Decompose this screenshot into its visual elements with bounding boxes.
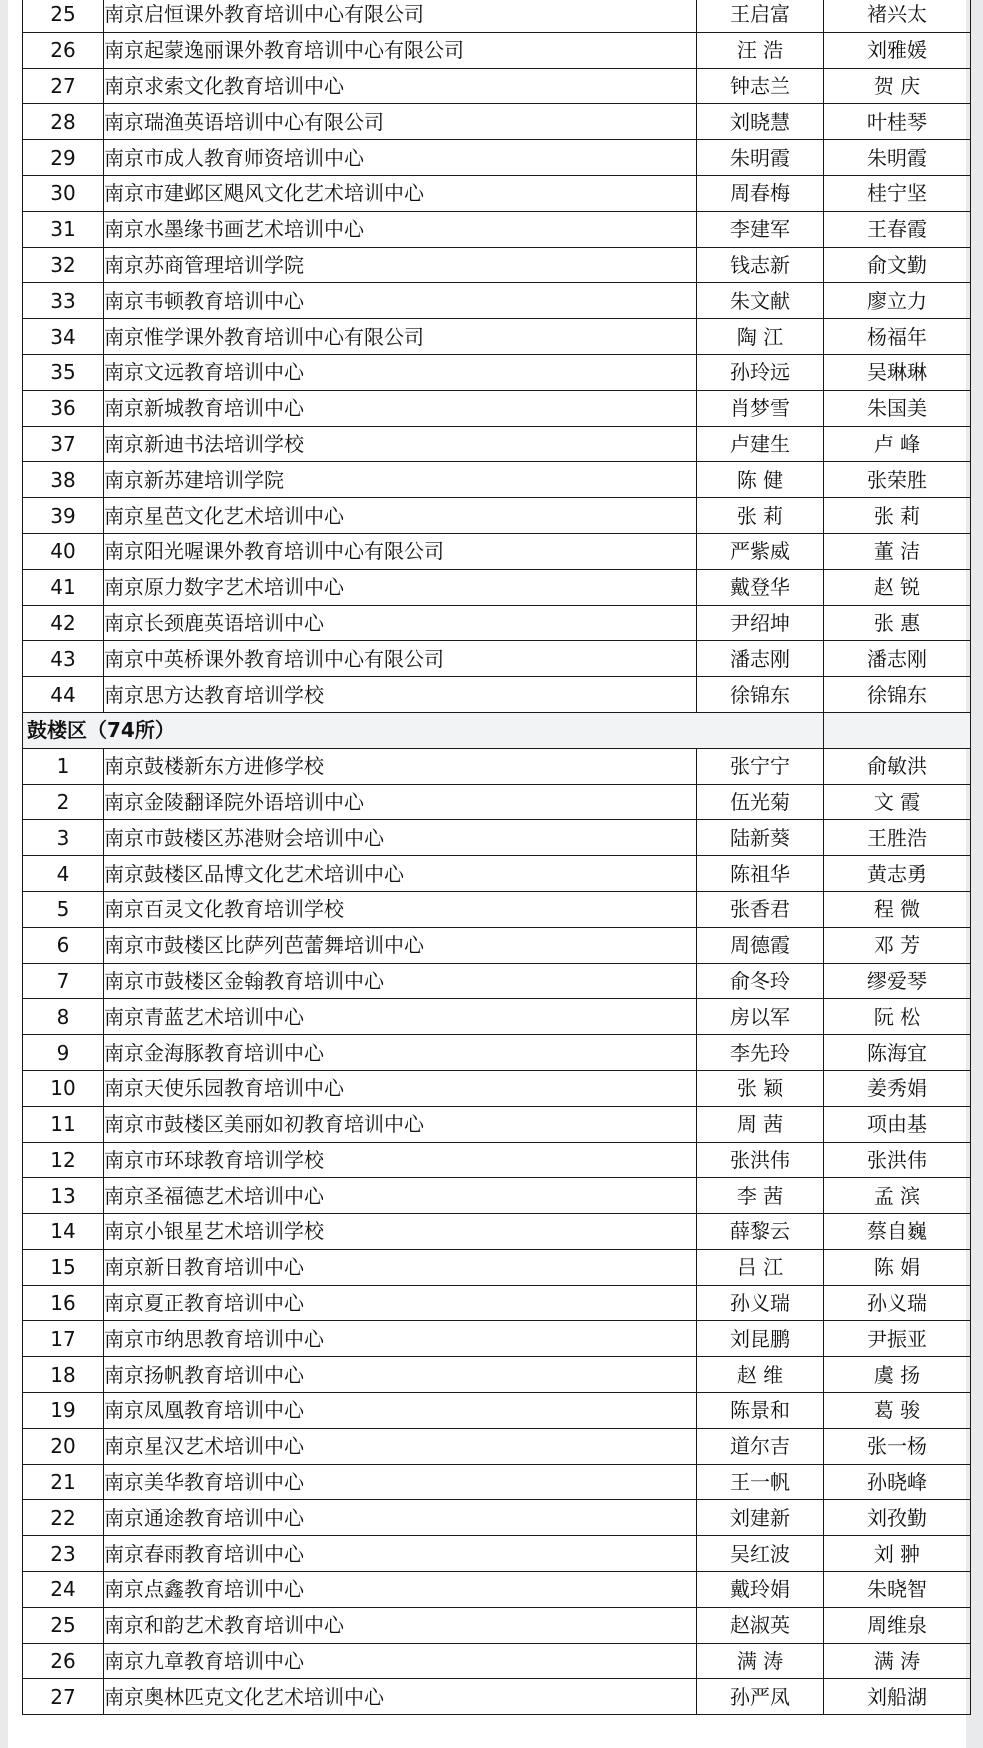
table-row	[23, 175, 971, 211]
principal-name: 陈景和	[697, 1393, 824, 1429]
principal-name: 张 颖	[697, 1070, 824, 1106]
principal-name: 孙严凤	[697, 1679, 824, 1715]
table-row	[23, 1428, 971, 1464]
table-row	[23, 1464, 971, 1500]
contact-name: 姜秀娟	[824, 1070, 971, 1106]
row-number: 2	[23, 784, 104, 820]
row-number: 1	[23, 748, 104, 784]
organization-name: 南京青蓝艺术培训中心	[104, 999, 697, 1035]
principal-name: 刘建新	[697, 1500, 824, 1536]
principal-name: 李先玲	[697, 1035, 824, 1071]
table-row	[23, 1643, 971, 1679]
table-row	[23, 1607, 971, 1643]
row-number: 5	[23, 891, 104, 927]
table-row	[23, 677, 971, 713]
principal-name: 吴红波	[697, 1536, 824, 1572]
contact-name: 阮 松	[824, 999, 971, 1035]
row-number: 10	[23, 1070, 104, 1106]
principal-name: 戴玲娟	[697, 1572, 824, 1608]
principal-name: 朱文献	[697, 283, 824, 319]
contact-name: 张洪伟	[824, 1142, 971, 1178]
organization-name: 南京启恒课外教育培训中心有限公司	[104, 0, 697, 32]
table-row	[23, 1679, 971, 1715]
row-number: 32	[23, 247, 104, 283]
organization-name: 南京金陵翻译院外语培训中心	[104, 784, 697, 820]
principal-name: 薛黎云	[697, 1214, 824, 1250]
row-number: 26	[23, 32, 104, 68]
section-title: 鼓楼区（74所）	[23, 712, 824, 748]
table-row	[23, 319, 971, 355]
table-row	[23, 999, 971, 1035]
table-row	[23, 1500, 971, 1536]
organization-name: 南京市鼓楼区苏港财会培训中心	[104, 820, 697, 856]
table-row	[23, 247, 971, 283]
table-row	[23, 820, 971, 856]
table-row	[23, 856, 971, 892]
principal-name: 尹绍坤	[697, 605, 824, 641]
row-number: 23	[23, 1536, 104, 1572]
row-number: 36	[23, 390, 104, 426]
contact-name: 孙晓峰	[824, 1464, 971, 1500]
row-number: 27	[23, 68, 104, 104]
table-row	[23, 891, 971, 927]
row-number: 37	[23, 426, 104, 462]
contact-name: 桂宁坚	[824, 175, 971, 211]
table-row	[23, 1572, 971, 1608]
contact-name: 朱明霞	[824, 140, 971, 176]
principal-name: 满 涛	[697, 1643, 824, 1679]
contact-name: 潘志刚	[824, 641, 971, 677]
organization-name: 南京星芭文化艺术培训中心	[104, 498, 697, 534]
table-row	[23, 784, 971, 820]
organization-name: 南京美华教育培训中心	[104, 1464, 697, 1500]
principal-name: 卢建生	[697, 426, 824, 462]
row-number: 34	[23, 319, 104, 355]
contact-name: 杨福年	[824, 319, 971, 355]
contact-name: 褚兴太	[824, 0, 971, 32]
organization-name: 南京市成人教育师资培训中心	[104, 140, 697, 176]
section-title-blank	[824, 712, 971, 748]
table-row	[23, 462, 971, 498]
principal-name: 戴登华	[697, 569, 824, 605]
row-number: 39	[23, 498, 104, 534]
organization-name: 南京苏商管理培训学院	[104, 247, 697, 283]
table-row	[23, 1249, 971, 1285]
principal-name: 孙义瑞	[697, 1285, 824, 1321]
contact-name: 张 莉	[824, 498, 971, 534]
row-number: 9	[23, 1035, 104, 1071]
table-row	[23, 1142, 971, 1178]
section-header-row	[23, 712, 971, 748]
organization-name: 南京市环球教育培训学校	[104, 1142, 697, 1178]
organization-name: 南京鼓楼区品博文化艺术培训中心	[104, 856, 697, 892]
principal-name: 肖梦雪	[697, 390, 824, 426]
row-number: 15	[23, 1249, 104, 1285]
organization-name: 南京鼓楼新东方进修学校	[104, 748, 697, 784]
organization-name: 南京星汉艺术培训中心	[104, 1428, 697, 1464]
row-number: 7	[23, 963, 104, 999]
contact-name: 项由基	[824, 1106, 971, 1142]
section-header-body	[23, 712, 971, 748]
organization-name: 南京天使乐园教育培训中心	[104, 1070, 697, 1106]
contact-name: 刘船湖	[824, 1679, 971, 1715]
principal-name: 陶 江	[697, 319, 824, 355]
row-number: 27	[23, 1679, 104, 1715]
organization-name: 南京新迪书法培训学校	[104, 426, 697, 462]
organization-name: 南京夏正教育培训中心	[104, 1285, 697, 1321]
table-row	[23, 211, 971, 247]
principal-name: 周春梅	[697, 175, 824, 211]
principal-name: 李 茜	[697, 1178, 824, 1214]
contact-name: 黄志勇	[824, 856, 971, 892]
organization-name: 南京九章教育培训中心	[104, 1643, 697, 1679]
organization-name: 南京市鼓楼区金翰教育培训中心	[104, 963, 697, 999]
contact-name: 尹振亚	[824, 1321, 971, 1357]
row-number: 29	[23, 140, 104, 176]
organization-name: 南京圣福德艺术培训中心	[104, 1178, 697, 1214]
table-row	[23, 1106, 971, 1142]
table-row	[23, 390, 971, 426]
principal-name: 周德霞	[697, 927, 824, 963]
contact-name: 刘 翀	[824, 1536, 971, 1572]
principal-name: 俞冬玲	[697, 963, 824, 999]
row-number: 41	[23, 569, 104, 605]
contact-name: 程 微	[824, 891, 971, 927]
row-number: 28	[23, 104, 104, 140]
table-row	[23, 963, 971, 999]
table-row	[23, 426, 971, 462]
contact-name: 张荣胜	[824, 462, 971, 498]
organization-name: 南京百灵文化教育培训学校	[104, 891, 697, 927]
organization-name: 南京瑞渔英语培训中心有限公司	[104, 104, 697, 140]
row-number: 13	[23, 1178, 104, 1214]
row-number: 21	[23, 1464, 104, 1500]
table-row	[23, 927, 971, 963]
contact-name: 陈 娟	[824, 1249, 971, 1285]
contact-name: 卢 峰	[824, 426, 971, 462]
organization-name: 南京市鼓楼区美丽如初教育培训中心	[104, 1106, 697, 1142]
table-row	[23, 283, 971, 319]
row-number: 33	[23, 283, 104, 319]
row-number: 6	[23, 927, 104, 963]
organization-name: 南京新苏建培训学院	[104, 462, 697, 498]
table-row	[23, 1214, 971, 1250]
contact-name: 赵 锐	[824, 569, 971, 605]
principal-name: 赵 维	[697, 1357, 824, 1393]
row-number: 25	[23, 1607, 104, 1643]
contact-name: 俞敏洪	[824, 748, 971, 784]
organization-name: 南京新日教育培训中心	[104, 1249, 697, 1285]
table-row	[23, 1178, 971, 1214]
contact-name: 廖立力	[824, 283, 971, 319]
principal-name: 张宁宁	[697, 748, 824, 784]
organization-name: 南京求索文化教育培训中心	[104, 68, 697, 104]
row-number: 22	[23, 1500, 104, 1536]
table-row	[23, 0, 971, 32]
table-row	[23, 1321, 971, 1357]
contact-name: 刘孜勤	[824, 1500, 971, 1536]
organization-name: 南京和韵艺术教育培训中心	[104, 1607, 697, 1643]
row-number: 12	[23, 1142, 104, 1178]
contact-name: 吴琳琳	[824, 354, 971, 390]
table-row	[23, 32, 971, 68]
principal-name: 陈祖华	[697, 856, 824, 892]
contact-name: 缪爱琴	[824, 963, 971, 999]
table-body-bottom	[23, 748, 971, 1715]
principal-name: 孙玲远	[697, 354, 824, 390]
row-number: 26	[23, 1643, 104, 1679]
principal-name: 李建军	[697, 211, 824, 247]
contact-name: 刘雅媛	[824, 32, 971, 68]
organization-name: 南京春雨教育培训中心	[104, 1536, 697, 1572]
organization-name: 南京中英桥课外教育培训中心有限公司	[104, 641, 697, 677]
principal-name: 朱明霞	[697, 140, 824, 176]
principal-name: 钟志兰	[697, 68, 824, 104]
contact-name: 孙义瑞	[824, 1285, 971, 1321]
contact-name: 朱晓智	[824, 1572, 971, 1608]
principal-name: 严紫威	[697, 533, 824, 569]
row-number: 24	[23, 1572, 104, 1608]
principal-name: 潘志刚	[697, 641, 824, 677]
table-row	[23, 1357, 971, 1393]
organization-name: 南京点鑫教育培训中心	[104, 1572, 697, 1608]
principal-name: 王一帆	[697, 1464, 824, 1500]
row-number: 20	[23, 1428, 104, 1464]
organization-name: 南京凤凰教育培训中心	[104, 1393, 697, 1429]
row-number: 3	[23, 820, 104, 856]
organization-name: 南京小银星艺术培训学校	[104, 1214, 697, 1250]
principal-name: 陈 健	[697, 462, 824, 498]
contact-name: 邓 芳	[824, 927, 971, 963]
contact-name: 满 涛	[824, 1643, 971, 1679]
principal-name: 钱志新	[697, 247, 824, 283]
organization-name: 南京文远教育培训中心	[104, 354, 697, 390]
row-number: 30	[23, 175, 104, 211]
table-row	[23, 748, 971, 784]
principal-name: 陆新葵	[697, 820, 824, 856]
table-row	[23, 1536, 971, 1572]
organization-name: 南京通途教育培训中心	[104, 1500, 697, 1536]
table-row	[23, 605, 971, 641]
table-row	[23, 1285, 971, 1321]
row-number: 4	[23, 856, 104, 892]
row-number: 8	[23, 999, 104, 1035]
table-row	[23, 140, 971, 176]
contact-name: 王胜浩	[824, 820, 971, 856]
contact-name: 徐锦东	[824, 677, 971, 713]
organization-name: 南京市鼓楼区比萨列芭蕾舞培训中心	[104, 927, 697, 963]
contact-name: 孟 滨	[824, 1178, 971, 1214]
contact-name: 朱国美	[824, 390, 971, 426]
principal-name: 张香君	[697, 891, 824, 927]
row-number: 18	[23, 1357, 104, 1393]
principal-name: 王启富	[697, 0, 824, 32]
table-row	[23, 1035, 971, 1071]
organization-name: 南京奥林匹克文化艺术培训中心	[104, 1679, 697, 1715]
contact-name: 张一杨	[824, 1428, 971, 1464]
principal-name: 徐锦东	[697, 677, 824, 713]
table-row	[23, 354, 971, 390]
contact-name: 虞 扬	[824, 1357, 971, 1393]
organization-name: 南京长颈鹿英语培训中心	[104, 605, 697, 641]
table-body-top	[23, 0, 971, 712]
row-number: 35	[23, 354, 104, 390]
principal-name: 刘昆鹏	[697, 1321, 824, 1357]
row-number: 43	[23, 641, 104, 677]
principal-name: 赵淑英	[697, 1607, 824, 1643]
principal-name: 吕 江	[697, 1249, 824, 1285]
row-number: 16	[23, 1285, 104, 1321]
row-number: 11	[23, 1106, 104, 1142]
table-row	[23, 1070, 971, 1106]
contact-name: 叶桂琴	[824, 104, 971, 140]
contact-name: 张 惠	[824, 605, 971, 641]
row-number: 31	[23, 211, 104, 247]
principal-name: 张 莉	[697, 498, 824, 534]
contact-name: 文 霞	[824, 784, 971, 820]
organization-name: 南京原力数字艺术培训中心	[104, 569, 697, 605]
left-margin	[0, 0, 8, 1748]
row-number: 40	[23, 533, 104, 569]
contact-name: 俞文勤	[824, 247, 971, 283]
principal-name: 道尔吉	[697, 1428, 824, 1464]
principal-name: 房以军	[697, 999, 824, 1035]
row-number: 19	[23, 1393, 104, 1429]
organization-name: 南京金海豚教育培训中心	[104, 1035, 697, 1071]
table-row	[23, 68, 971, 104]
organization-name: 南京思方达教育培训学校	[104, 677, 697, 713]
row-number: 25	[23, 0, 104, 32]
organization-name: 南京阳光喔课外教育培训中心有限公司	[104, 533, 697, 569]
principal-name: 张洪伟	[697, 1142, 824, 1178]
row-number: 44	[23, 677, 104, 713]
principal-name: 周 茜	[697, 1106, 824, 1142]
row-number: 17	[23, 1321, 104, 1357]
contact-name: 王春霞	[824, 211, 971, 247]
principal-name: 刘晓慧	[697, 104, 824, 140]
organization-name: 南京市纳思教育培训中心	[104, 1321, 697, 1357]
table-row	[23, 533, 971, 569]
row-number: 38	[23, 462, 104, 498]
contact-name: 葛 骏	[824, 1393, 971, 1429]
organization-name: 南京韦顿教育培训中心	[104, 283, 697, 319]
table-row	[23, 498, 971, 534]
contact-name: 蔡自巍	[824, 1214, 971, 1250]
organization-name: 南京扬帆教育培训中心	[104, 1357, 697, 1393]
principal-name: 汪 浩	[697, 32, 824, 68]
organization-name: 南京水墨缘书画艺术培训中心	[104, 211, 697, 247]
table-row	[23, 641, 971, 677]
contact-name: 周维泉	[824, 1607, 971, 1643]
contact-name: 贺 庆	[824, 68, 971, 104]
row-number: 42	[23, 605, 104, 641]
table-row	[23, 104, 971, 140]
organization-name: 南京新城教育培训中心	[104, 390, 697, 426]
organization-name: 南京惟学课外教育培训中心有限公司	[104, 319, 697, 355]
institution-table	[22, 0, 971, 1715]
contact-name: 陈海宜	[824, 1035, 971, 1071]
principal-name: 伍光菊	[697, 784, 824, 820]
contact-name: 董 洁	[824, 533, 971, 569]
row-number: 14	[23, 1214, 104, 1250]
organization-name: 南京市建邺区飓风文化艺术培训中心	[104, 175, 697, 211]
table-row	[23, 569, 971, 605]
organization-name: 南京起蒙逸丽课外教育培训中心有限公司	[104, 32, 697, 68]
table-row	[23, 1393, 971, 1429]
